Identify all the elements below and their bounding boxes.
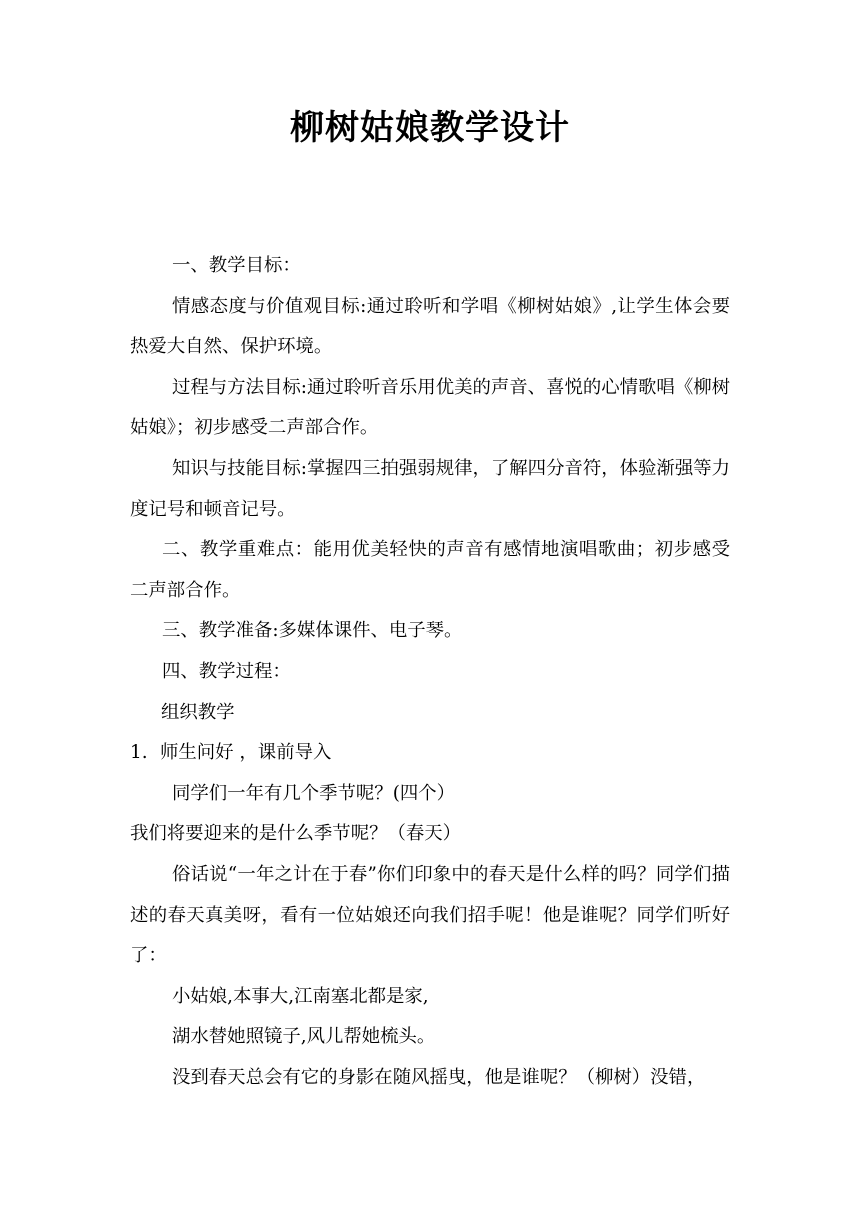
document-body: [130, 246, 730, 1098]
document-title: 柳树姑娘教学设计: [290, 108, 570, 148]
list-item-1: [130, 733, 730, 774]
paragraph-emotional-objective: 情感态度与价值观目标:通过聆听和学唱《柳树姑娘》,让学生体会要热爱大自然、保护环境。: [130, 295, 730, 358]
riddle-line-1: 小姑娘,本事大,江南塞北都是家,: [172, 985, 429, 1007]
riddle-line-2: 湖水替她照镜子,风儿帮她梳头。: [172, 1026, 436, 1048]
paragraph-process-objective: 过程与方法目标:通过聆听音乐用优美的声音、喜悦的心情歌唱《柳树姑娘》；初步感受二声部合作。: [130, 376, 730, 439]
section-heading-preparation: 三、教学准备:多媒体课件、电子琴。: [162, 620, 463, 642]
section-heading-objectives: 一、教学目标：: [172, 255, 301, 276]
list-item-text: 师生问好 ，课前导入: [160, 742, 332, 764]
paragraph-spring-description: 俗话说“一年之计在于春”你们印象中的春天是什么样的吗？同学们描述的春天真美呀，看有一位姑娘还向我们招手呢！他是谁呢？同学们听好了：: [130, 863, 730, 967]
section-heading-key-points: 二、教学重难点：能用优美轻快的声音有感情地演唱歌曲；初步感受二声部合作。: [130, 539, 730, 601]
paragraph-question-spring: 我们将要迎来的是什么季节呢？（春天）: [130, 823, 462, 845]
paragraph-willow-answer: 没到春天总会有它的身影在随风摇曳，他是谁呢？（柳树）没错，: [172, 1066, 706, 1088]
paragraph-question-seasons: 同学们一年有几个季节呢？(四个）: [172, 782, 456, 804]
list-number: 1.: [130, 742, 148, 764]
paragraph-organize-teaching: 组织教学: [161, 701, 235, 723]
paragraph-knowledge-objective: 知识与技能目标:掌握四三拍强弱规律，了解四分音符，体验渐强等力度记号和顿音记号。: [130, 457, 730, 520]
section-heading-process: 四、教学过程：: [162, 660, 291, 682]
